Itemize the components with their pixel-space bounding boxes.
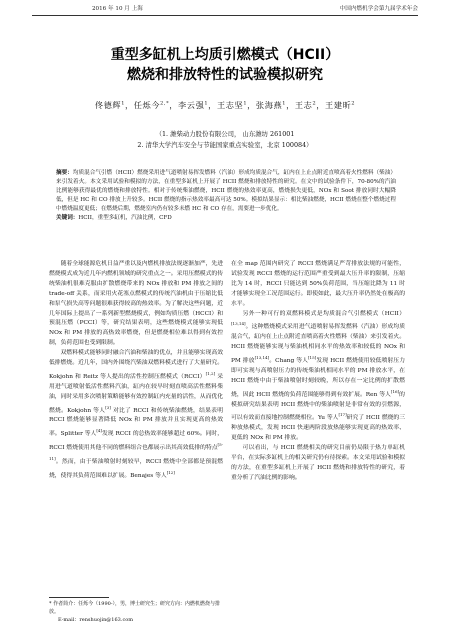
affiliation-1: （1. 潍柴动力股份有限公司， 山东潍坊 261001 xyxy=(155,130,295,138)
author-affiliation-mark: 1 xyxy=(121,100,125,106)
author-entry: 任烁今$^{2,*}$， xyxy=(133,99,179,110)
abstract-label: 摘要： xyxy=(56,170,73,176)
author-name: 王建昕 xyxy=(325,99,352,110)
affiliations xyxy=(40,129,410,151)
author-affiliation-mark: 1 xyxy=(282,100,287,106)
author-name: 王志 xyxy=(294,99,313,110)
affiliation-2: 2. 清华大学汽车安全与节能国家重点实验室，北京 100084） xyxy=(137,141,313,149)
author-name: 佟德辉 xyxy=(94,99,122,110)
header-conference: 中国内燃机学会第九届学术年会 xyxy=(339,6,418,12)
footnote-author-text: 作者简介：任烁今（1990-），男，博士研究生；研究方向：内燃机燃烧与排放。 xyxy=(49,601,221,615)
author-entry: 王志$^2$， xyxy=(294,99,326,110)
left-paragraph-1: 随着全球能源危机日益严重以及内燃机排放法规逐渐加严，先进燃烧模式成为近几年内燃机领域的研究重点之一。采用压燃模式的传统柴油机很难克服由扩散燃烧带来的 NOx 排放和 PM 排放之间的 trade-off 关系，而采用火花塞点燃模式的传统汽油机由于压缩比低和泵气损失高等问题很难获得较高的热效率。为了解决这些问题，近几年国际上提出了一系列新型燃烧模式，例如均质压燃（HCCI）和预混压燃（PCCI）等，研究结果表明，这些燃烧模式能够实现低 NOx 和 PM 排放的高热效率燃烧，但是燃烧相位难以得到有效控制，负荷范围也受到限制。 xyxy=(49,261,223,347)
keywords-label: 关键词： xyxy=(56,215,79,221)
running-header xyxy=(32,5,418,16)
author-affiliation-mark: 1 xyxy=(243,100,248,106)
author-entry: 张海燕$^1$， xyxy=(255,99,295,110)
footnote-email[interactable]: E-mail：renshuojin@163.com xyxy=(58,617,133,623)
right-paragraph-3: 可以看出，与 HCII 燃烧相关的研究目前仍局限于热力单缸机平台，在实际多缸机上的相关研究仍有待探索。本文采用试验和模拟的方法，在重型多缸机上开展了 HCII 燃烧和排放特性的研究，着重分析了汽油比例的影响。 xyxy=(231,445,405,481)
footnote-author-info xyxy=(49,600,223,616)
author-entry: 佟德辉$^1$， xyxy=(94,99,134,110)
body-left-column xyxy=(49,260,223,482)
author-entry: 王志坚$^1$， xyxy=(216,99,256,110)
abstract xyxy=(56,169,396,223)
abstract-paragraph xyxy=(56,169,396,214)
title-line-2: 燃烧和排放特性的试验模拟研究 xyxy=(127,67,323,83)
abstract-text: 均质混合气引燃（HCII）燃烧采用进气道喷射易挥发燃料（汽油）形成均质混合气，缸内在上止点附近直喷高着火性燃料（柴油）来引发着火。本文采用试验和模拟的方法，在重型多缸机上开展了 HCII 燃烧和排放特性的研究。在文中的试验条件下，70-80%的汽油比例能够获得最优的燃烧和排放特性。相对于传统柴油燃烧，HCII 燃烧的热效率更高，燃烧损失更低，NOx 和 Soot 排放同时大幅降低，但是 HC 和 CO 排放上升较多。HCII 燃烧的指示热效率最高可达 50%。模拟结果显示：相比柴油燃烧，HCII 燃烧在整个燃烧过程中燃烧温度更低；在燃烧后期，燃烧室内仍有较多未燃 HC 和 CO 存在，需要进一步优化。 xyxy=(56,170,396,212)
author-entry xyxy=(325,100,355,110)
keywords-text: HCII，重型多缸机，汽油比例，CFD xyxy=(78,215,172,221)
footnote xyxy=(49,597,223,624)
right-paragraph-2: 另外一种可行的双燃料模式是均质混合气引燃模式（HCII）[13,14]。这种燃烧模式采用进气道喷射易挥发燃料（汽油）形成均质混合气，缸内在上止点附近直喷高着火性燃料（柴油）来引发着火。HCII 燃烧能够实现与柴油机相同水平的热效率和较低的 NOx 和 PM 排放[13,14]。Chang 等人[15]发现 HCII 燃烧使用较低喷射压力即可实现与高喷射压力的传统柴油机相同水平的 PM 排放水平，在 HCII 燃烧中由于柴油喷射时刻较晚，所以存在一定比例的扩散燃烧，因此 HCII 燃烧的负荷范围能够得到有效扩展。Ren 等人[16]的模拟研究结果表明 HCII 燃烧中的柴油喷射是非常有效的引燃源，可以有效而直接地控制燃烧相位。Yu 等人[17]研究了 HCII 燃烧的三种放热模式，发现 HCII 快速两阶段放热能够实现更高的热效率、更低的 NOx 和 PM 排放。 xyxy=(231,310,406,442)
author-name: 李云强 xyxy=(178,99,205,110)
left-paragraph-2: 双燃料模式能够同时融合汽油和柴油的优点，并且能够实现高效低排燃烧。近几年，国内外围绕汽柴油双燃料模式进行了大量研究。Kokjohn 和 Reitz 等人提出的活性控制压燃模式（RCCI）[1,2] 采用进气道喷射低活性燃料汽油，缸内在较早时刻直喷高活性燃料柴油，同时采用多次喷射策略能够有效控制缸内充量的活性，从而优化燃烧。Kokjohn 等人[3] 对比了 RCCI 和传统柴油燃烧，结果表明 RCCI 燃烧能够显著降低 NOx 和 PM 排放并且实现更高的热效率。Splitter 等人[4]发现 RCCI 的总热效率能够超过 60%。同时，RCCI 燃烧使用其他不同的燃料组合也都展示出其高效低排的特点[5-11]。然而，由于柴油喷射时刻较早，RCCI 燃烧中全部都是预混燃烧，使得其负荷范围难以扩展。Benajes 等人[12] xyxy=(49,350,223,479)
right-paragraph-1: 在全 map 范围内研究了 RCCI 燃烧满足严苛排放法规的可能性，试验发现 RCCI 燃烧的运行范围严重受到最大压升率的限制，压缩比为 14 时，RCCI 只能达到 50%负荷范围，当压缩比降为 11 时才能够实现全工况范围运行。即使如此，最大压升率仍然处在极高的水平。 xyxy=(231,261,405,307)
author-affiliation-mark: 2,* xyxy=(160,100,170,106)
keywords-line xyxy=(56,214,396,223)
paper-title xyxy=(40,45,410,85)
body-right-column xyxy=(231,260,405,484)
author-list xyxy=(40,97,410,111)
author-affiliation-mark: 1 xyxy=(204,100,209,106)
title-line-1: 重型多缸机上均质引燃模式（HCII） xyxy=(110,47,340,63)
author-name: 任烁今 xyxy=(133,99,161,110)
author-affiliation-mark: 2 xyxy=(351,100,356,106)
author-name: 王志坚 xyxy=(216,99,244,110)
footnote-rule xyxy=(49,597,109,598)
author-name: 张海燕 xyxy=(255,99,283,110)
author-entry: 李云强$^1$， xyxy=(178,99,217,110)
author-affiliation-mark: 2 xyxy=(312,100,317,106)
footnote-mark: * xyxy=(49,601,52,607)
header-date-location: 2016 年 10 月 上海 xyxy=(92,6,143,12)
